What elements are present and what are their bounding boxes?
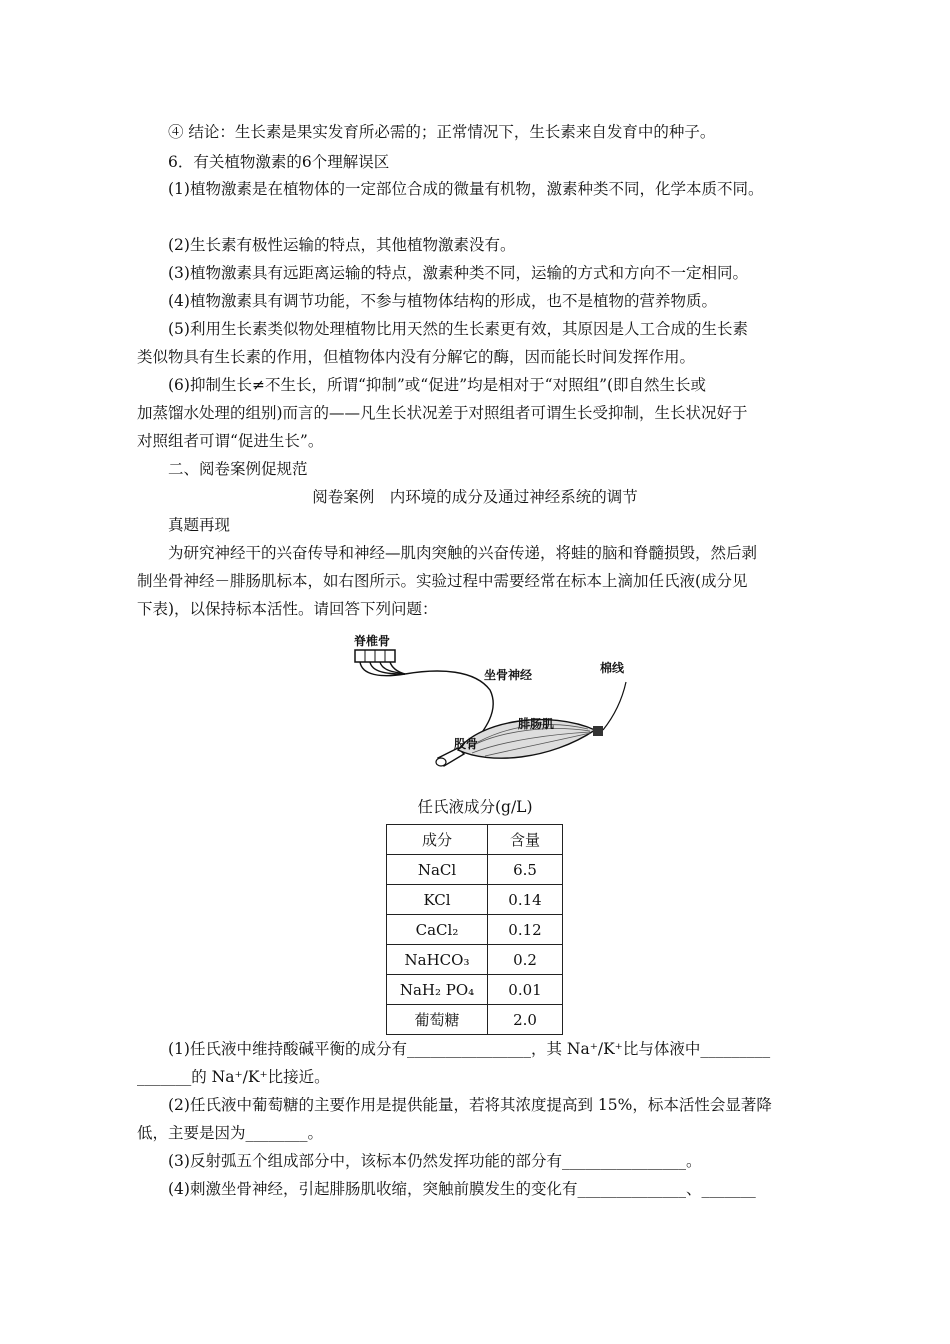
intro-line-1: 为研究神经干的兴奋传导和神经—肌肉突触的兴奋传递，将蛙的脑和脊髓损毁，然后剥 [168,544,758,562]
misconception-6-line-2: 加蒸馏水处理的组别)而言的——凡生长状况差于对照组者可谓生长受抑制，生长状况好于 [137,404,748,422]
question-3: (3)反射弧五个组成部分中，该标本仍然发挥功能的部分有________________。 [168,1152,702,1170]
ringer-solution-table [386,824,563,1035]
misconception-6-line-3: 对照组者可谓“促进生长”。 [137,432,324,450]
cell-amount: 0.01 [488,975,563,1005]
label-sciatic-nerve: 坐骨神经 [484,668,533,682]
table-row [387,1005,563,1035]
subheading-real-question: 真题再现 [168,516,231,534]
table-row [387,915,563,945]
table-header-component: 成分 [387,825,488,855]
table-header-row [387,825,563,855]
misconception-3: (3)植物激素具有远距离运输的特点，激素种类不同，运输的方式和方向不一定相同。 [168,264,748,282]
paragraph-conclusion: ④ 结论：生长素是果实发育所必需的；正常情况下，生长素来自发育中的种子。 [168,123,716,141]
cell-component: NaCl [387,855,488,885]
table-row [387,945,563,975]
label-femur: 股骨 [454,737,479,751]
cell-component: NaH₂ PO₄ [387,975,488,1005]
cell-amount: 0.12 [488,915,563,945]
case-title: 阅卷案例 内环境的成分及通过神经系统的调节 [312,488,638,506]
table-caption: 任氏液成分(g/L) [417,798,533,816]
misconception-5-line-1: (5)利用生长素类似物处理植物比用天然的生长素更有效，其原因是人工合成的生长素 [168,320,748,338]
label-vertebra: 脊椎骨 [354,634,391,648]
misconception-5-line-2: 类似物具有生长素的作用，但植物体内没有分解它的酶，因而能长时间发挥作用。 [137,348,696,366]
cell-amount: 0.14 [488,885,563,915]
table-row [387,885,563,915]
misconception-6-line-1: (6)抑制生长≠不生长，所谓“抑制”或“促进”均是相对于“对照组”(即自然生长或 [168,376,707,394]
section-heading-6: 6．有关植物激素的6个理解误区 [168,153,390,171]
table-header-amount: 含量 [488,825,563,855]
nerve-muscle-figure [350,630,640,780]
question-4: (4)刺激坐骨神经，引起腓肠肌收缩，突触前膜发生的变化有______________、_______ [168,1180,756,1198]
cotton-thread-drawing [603,682,626,730]
question-2-line-1: (2)任氏液中葡萄糖的主要作用是提供能量，若将其浓度提高到 15%，标本活性会显著降 [168,1096,772,1114]
cell-amount: 2.0 [488,1005,563,1035]
question-1-line-2: _______的 Na⁺/K⁺比接近。 [137,1068,330,1086]
table-row [387,975,563,1005]
sciatic-nerve-drawing [360,662,493,748]
cell-component: KCl [387,885,488,915]
misconception-1: (1)植物激素是在植物体的一定部位合成的微量有机物，激素种类不同，化学本质不同。 [168,180,764,198]
question-2-line-2: 低，主要是因为________。 [137,1124,324,1142]
label-thread: 棉线 [600,661,625,675]
cell-component: NaHCO₃ [387,945,488,975]
section-heading-2: 二、阅卷案例促规范 [168,460,308,478]
table-row [387,855,563,885]
vertebra-drawing [355,650,395,662]
misconception-4: (4)植物激素具有调节功能，不参与植物体结构的形成，也不是植物的营养物质。 [168,292,717,310]
cell-component: CaCl₂ [387,915,488,945]
question-1-line-1: (1)任氏液中维持酸碱平衡的成分有________________，其 Na⁺/K⁺比与体液中_________ [168,1040,771,1058]
cell-amount: 6.5 [488,855,563,885]
cell-component: 葡萄糖 [387,1005,488,1035]
misconception-2: (2)生长素有极性运输的特点，其他植物激素没有。 [168,236,516,254]
label-gastrocnemius: 腓肠肌 [518,717,555,731]
intro-line-3: 下表)，以保持标本活性。请回答下列问题： [137,600,438,618]
cell-amount: 0.2 [488,945,563,975]
intro-line-2: 制坐骨神经－腓肠肌标本，如右图所示。实验过程中需要经常在标本上滴加任氏液(成分见 [137,572,748,590]
